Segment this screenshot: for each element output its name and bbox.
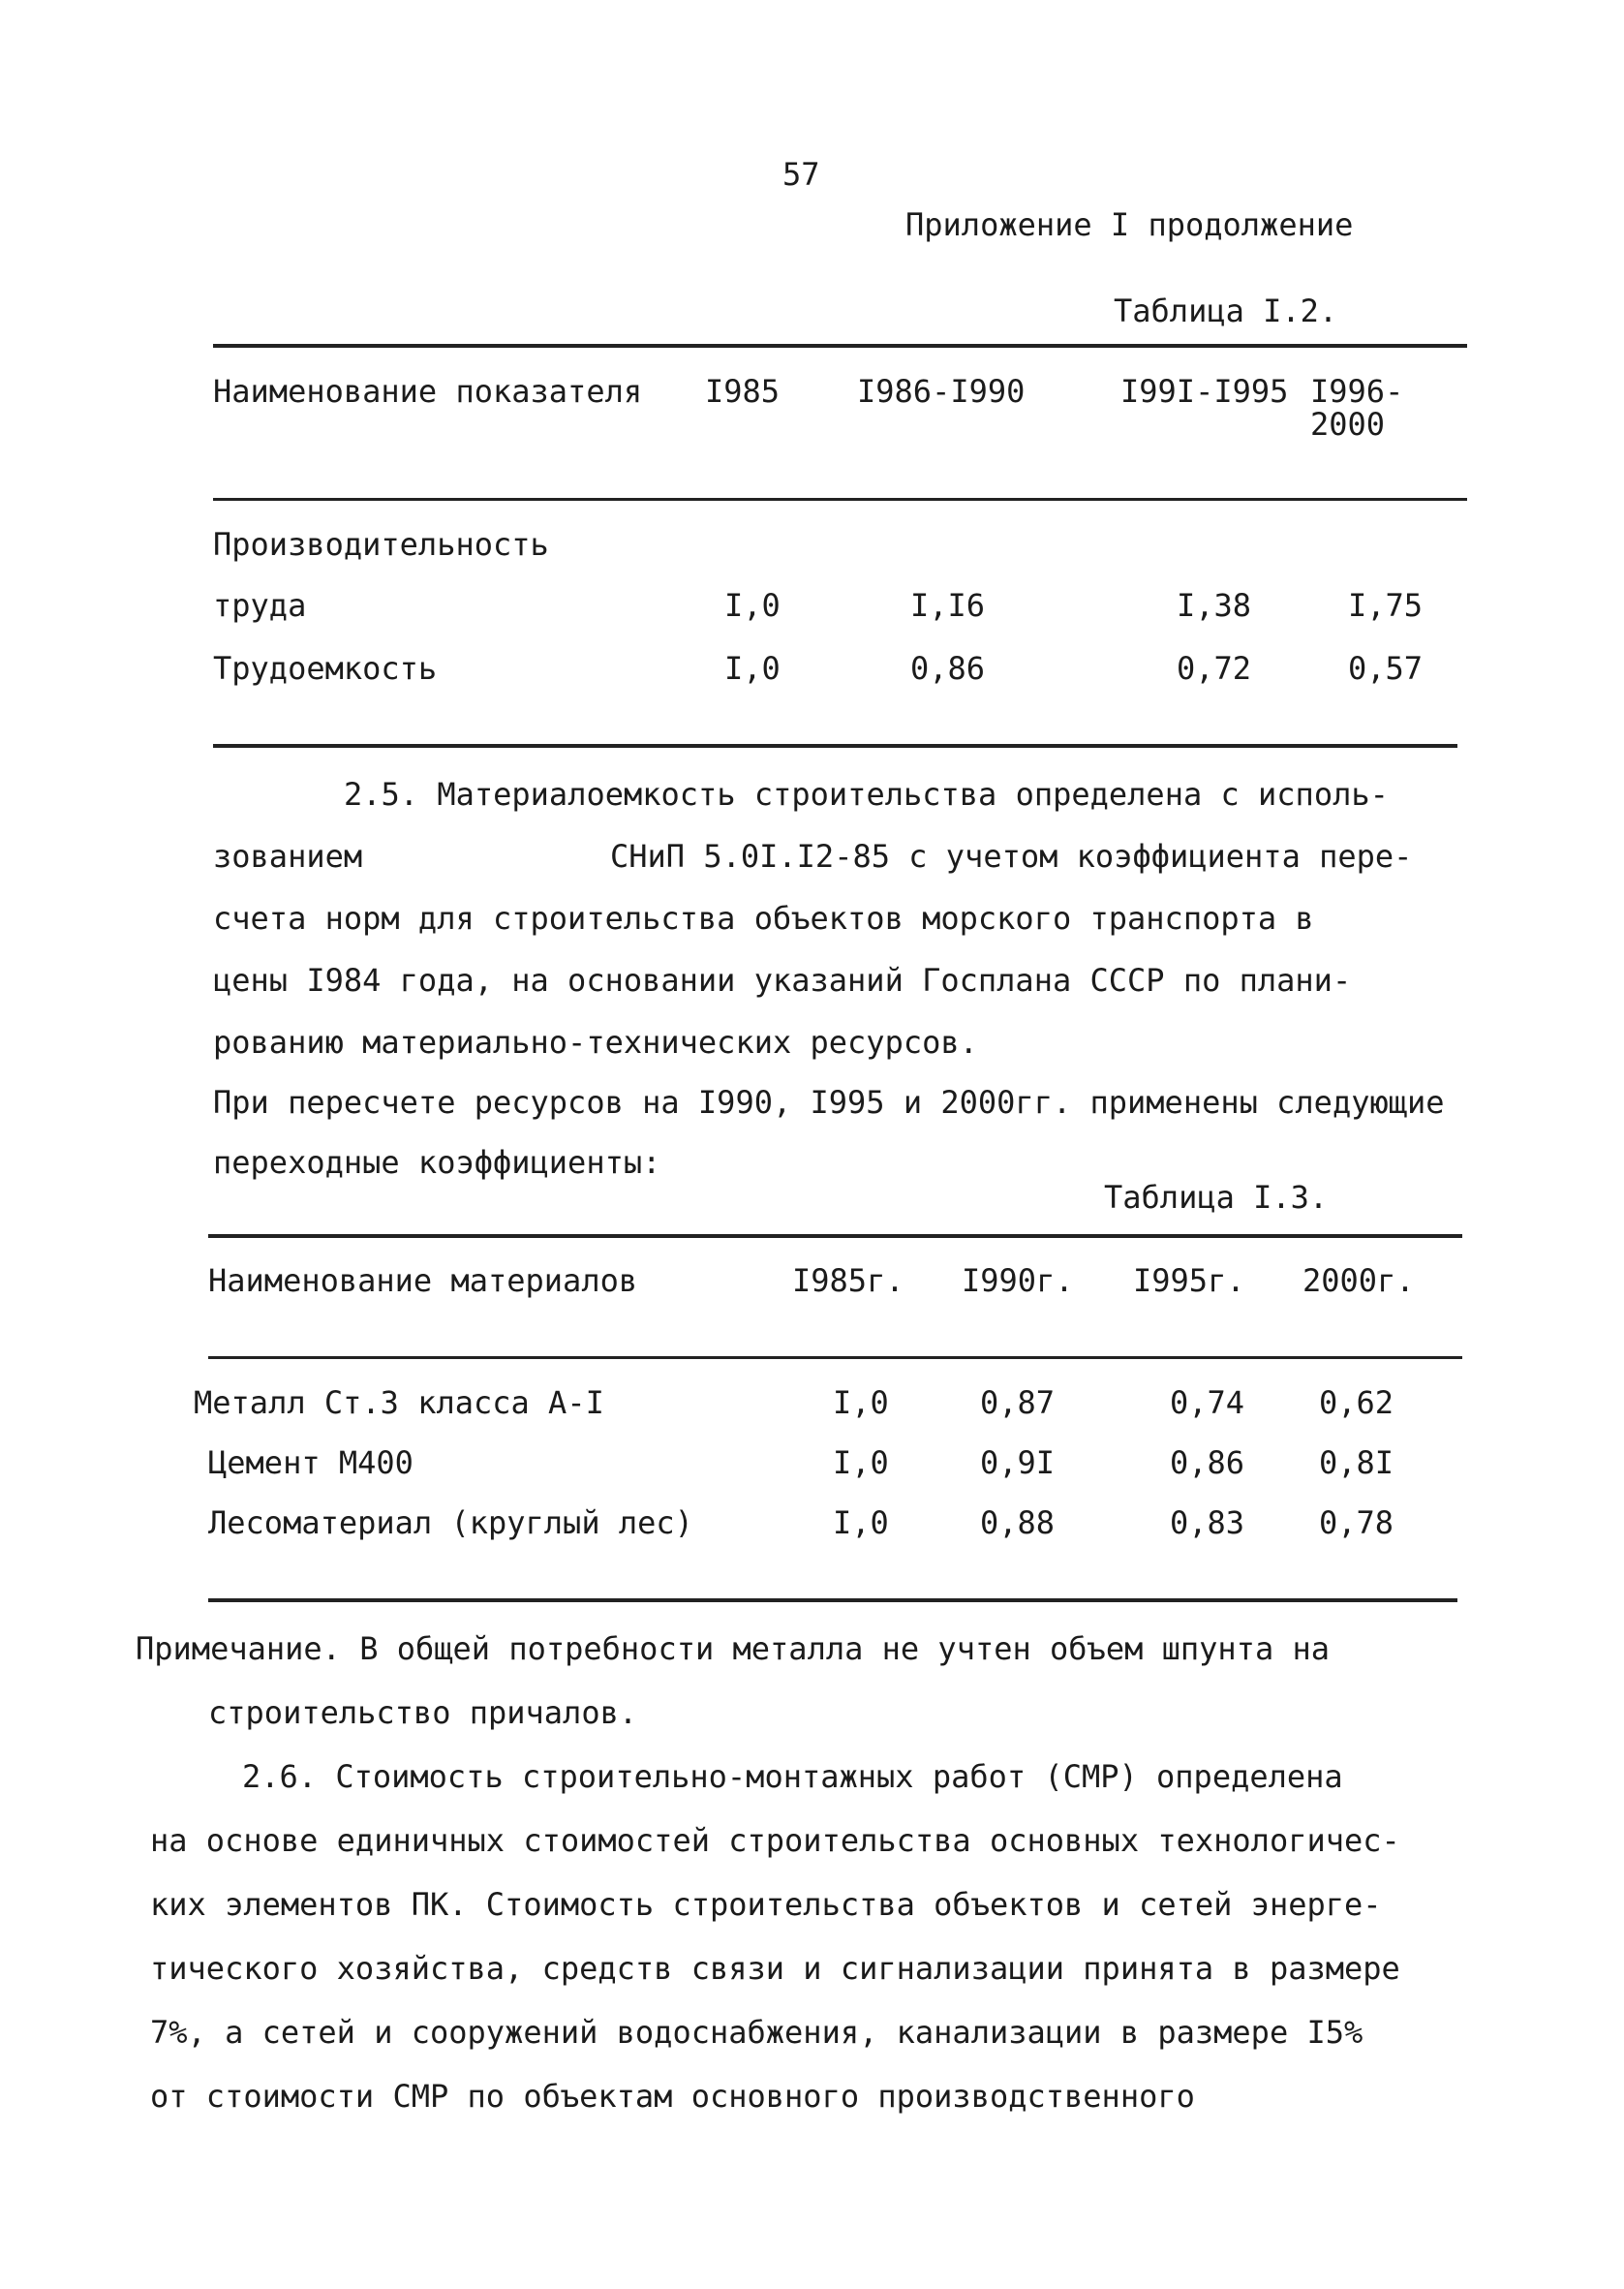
- table-1-3-header-2000: 2000г.: [1302, 1262, 1415, 1299]
- table-1-3-header-1985: I985г.: [792, 1262, 904, 1299]
- table-cell: 0,78: [1319, 1504, 1394, 1541]
- table-cell: 0,88: [980, 1504, 1056, 1541]
- paragraph-line: тического хозяйства, средств связи и сигнализации принята в размере: [150, 1950, 1400, 1987]
- table-1-2-top-rule: [213, 344, 1467, 348]
- table-cell: I,0: [833, 1444, 889, 1481]
- paragraph-line: зованием: [213, 838, 363, 875]
- table-cell: 0,87: [980, 1384, 1056, 1421]
- table-cell: I,0: [724, 587, 781, 624]
- table-cell: 0,74: [1170, 1384, 1245, 1421]
- table-cell: 0,86: [1170, 1444, 1245, 1481]
- paragraph-line: счета норм для строительства объектов морского транспорта в: [213, 900, 1314, 937]
- table-cell: 0,62: [1319, 1384, 1394, 1421]
- table-row-name: Металл Ст.3 класса А-I: [194, 1384, 604, 1421]
- table-1-2-header-1991-1995: I99I-I995: [1120, 373, 1289, 410]
- table-cell: 0,83: [1170, 1504, 1245, 1541]
- appendix-note: Приложение I продолжение: [905, 206, 1354, 243]
- table-1-2-header-1985: I985: [705, 373, 781, 410]
- table-cell: 0,86: [910, 650, 986, 687]
- table-1-2-caption: Таблица I.2.: [1114, 293, 1338, 329]
- table-cell: I,I6: [910, 587, 986, 624]
- table-cell: 0,57: [1348, 650, 1424, 687]
- paragraph-line: переходные коэффициенты:: [213, 1144, 661, 1181]
- table-1-3-header-1995: I995г.: [1133, 1262, 1245, 1299]
- table-row-name: труда: [213, 587, 307, 624]
- table-row-name: Цемент М400: [208, 1444, 414, 1481]
- table-cell: I,75: [1348, 587, 1424, 624]
- page-number: 57: [782, 156, 820, 193]
- paragraph-line: рованию материально-технических ресурсов.: [213, 1024, 978, 1061]
- table-1-2-header-2000: 2000: [1310, 406, 1386, 443]
- table-1-3-top-rule: [208, 1234, 1462, 1238]
- table-1-2-bottom-rule: [213, 744, 1457, 748]
- table-cell: I,38: [1177, 587, 1252, 624]
- table-1-3-header-rule: [208, 1356, 1462, 1359]
- paragraph-line: При пересчете ресурсов на I990, I995 и 2000гг. применены следующие: [213, 1084, 1445, 1121]
- paragraph-line: 7%, а сетей и сооружений водоснабжения, канализации в размере I5%: [150, 2014, 1364, 2051]
- paragraph-line: 2.5. Материалоемкость строительства определена с исполь-: [344, 776, 1389, 813]
- note-line: Примечание. В общей потребности металла не учтен объем шпунта на: [136, 1630, 1330, 1667]
- paragraph-line: ких элементов ПК. Стоимость строительства объектов и сетей энерге-: [150, 1886, 1382, 1923]
- table-1-3-header-1990: I990г.: [962, 1262, 1074, 1299]
- table-cell: I,0: [724, 650, 781, 687]
- note-line: строительство причалов.: [208, 1694, 638, 1731]
- table-1-2-header-rule: [213, 498, 1467, 501]
- table-1-2-header-name: Наименование показателя: [213, 373, 643, 410]
- table-cell: 0,8I: [1319, 1444, 1394, 1481]
- paragraph-line: от стоимости СМР по объектам основного производственного: [150, 2078, 1195, 2115]
- paragraph-line: СНиП 5.0I.I2-85 с учетом коэффициента пере-: [610, 838, 1413, 875]
- table-cell: 0,72: [1177, 650, 1252, 687]
- paragraph-line: цены I984 года, на основании указаний Госплана СССР по плани-: [213, 962, 1352, 999]
- paragraph-line: 2.6. Стоимость строительно-монтажных работ (СМР) определена: [242, 1758, 1343, 1795]
- table-cell: 0,9I: [980, 1444, 1056, 1481]
- table-cell: I,0: [833, 1504, 889, 1541]
- table-1-2-header-1986-1990: I986-I990: [857, 373, 1026, 410]
- paragraph-line: на основе единичных стоимостей строительства основных технологичес-: [150, 1822, 1400, 1859]
- table-1-3-header-name: Наименование материалов: [208, 1262, 638, 1299]
- table-row-name: Производительность: [213, 526, 549, 563]
- table-1-2-header-1996: I996-: [1310, 373, 1404, 410]
- table-1-3-caption: Таблица I.3.: [1104, 1179, 1329, 1216]
- table-cell: I,0: [833, 1384, 889, 1421]
- table-1-3-bottom-rule: [208, 1598, 1457, 1602]
- table-row-name: Лесоматериал (круглый лес): [208, 1504, 693, 1541]
- table-row-name: Трудоемкость: [213, 650, 438, 687]
